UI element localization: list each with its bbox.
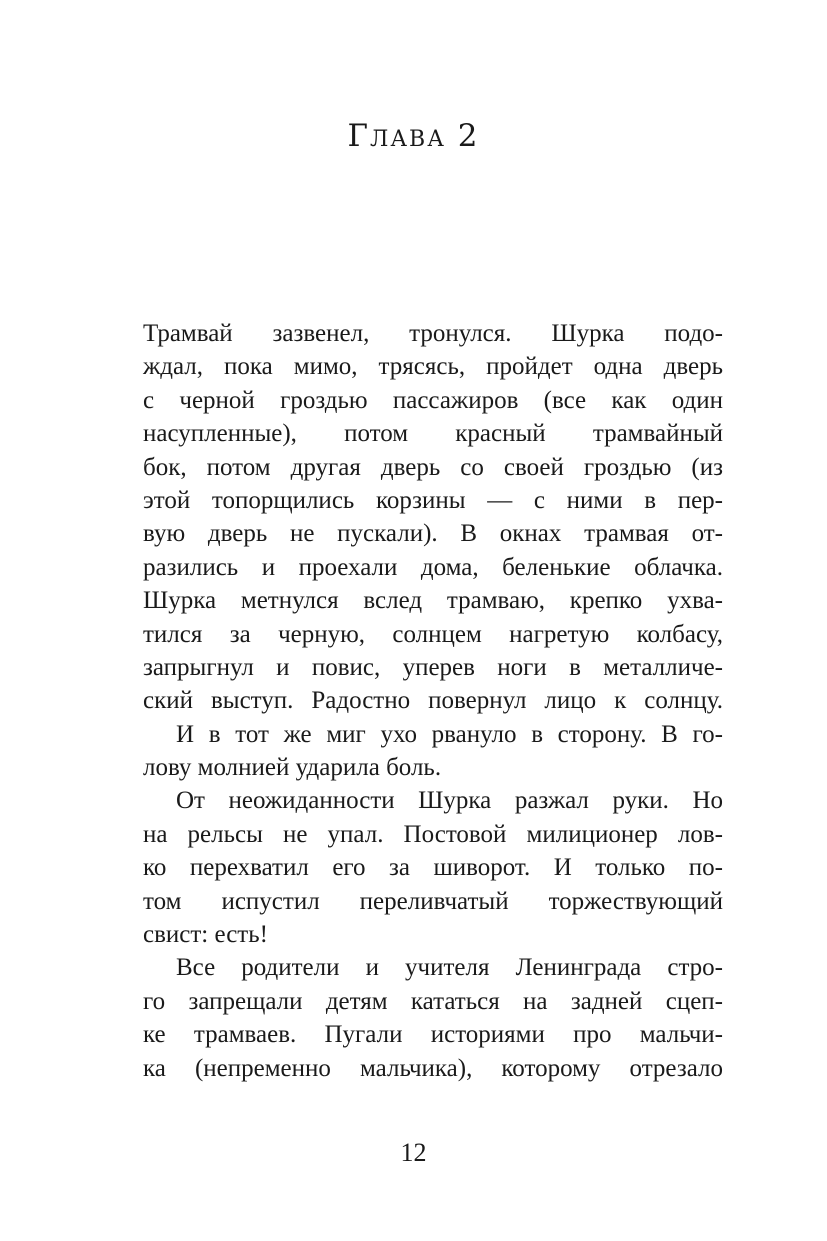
text-line: тился за черную, солнцем нагретую колбасу,	[143, 620, 723, 648]
body-text	[143, 317, 723, 1085]
chapter-title: Глава 2	[347, 118, 480, 154]
text-line: разились и проехали дома, беленькие облачка.	[143, 553, 723, 581]
text-line: насупленные), потом красный трамвайный	[143, 420, 723, 448]
text-line: свист: есть!	[143, 921, 268, 949]
text-line: Трамвай зазвенел, тронулся. Шурка подо-	[143, 320, 723, 347]
text-line: с черной гроздью пассажиров (все как один	[143, 386, 723, 414]
page-number: 12	[400, 1138, 427, 1167]
text-line: лову молнией ударила боль.	[143, 754, 442, 782]
text-line: ка (непременно мальчика), которому отрезало	[143, 1054, 723, 1082]
text-line: ждал, пока мимо, трясясь, пройдет одна дверь	[143, 353, 723, 381]
text-line: запрыгнул и повис, уперев ноги в металличе-	[143, 653, 723, 681]
text-line: вую дверь не пускали). В окнах трамвая от-	[143, 520, 723, 548]
text-line: этой топорщились корзины — с ними в пер-	[143, 486, 723, 514]
text-line: том испустил переливчатый торжествующий	[143, 887, 723, 915]
text-line: на рельсы не упал. Постовой милиционер лов-	[143, 820, 723, 848]
text-line: Все родители и учителя Ленинграда стро-	[176, 954, 723, 982]
text-line: И в тот же миг ухо рвануло в сторону. В го-	[176, 720, 723, 748]
text-line: ко перехватил его за шиворот. И только по-	[143, 854, 723, 882]
text-line: го запрещали детям кататься на задней сцеп-	[143, 987, 723, 1015]
text-line: Шурка метнулся вслед трамваю, крепко ухва-	[143, 587, 723, 615]
text-line: ский выступ. Радостно повернул лицо к солнцу.	[143, 687, 723, 715]
text-line: бок, потом другая дверь со своей гроздью (из	[143, 453, 723, 481]
text-line: От неожиданности Шурка разжал руки. Но	[176, 787, 723, 815]
text-line: ке трамваев. Пугали историями про мальчи-	[143, 1021, 723, 1049]
